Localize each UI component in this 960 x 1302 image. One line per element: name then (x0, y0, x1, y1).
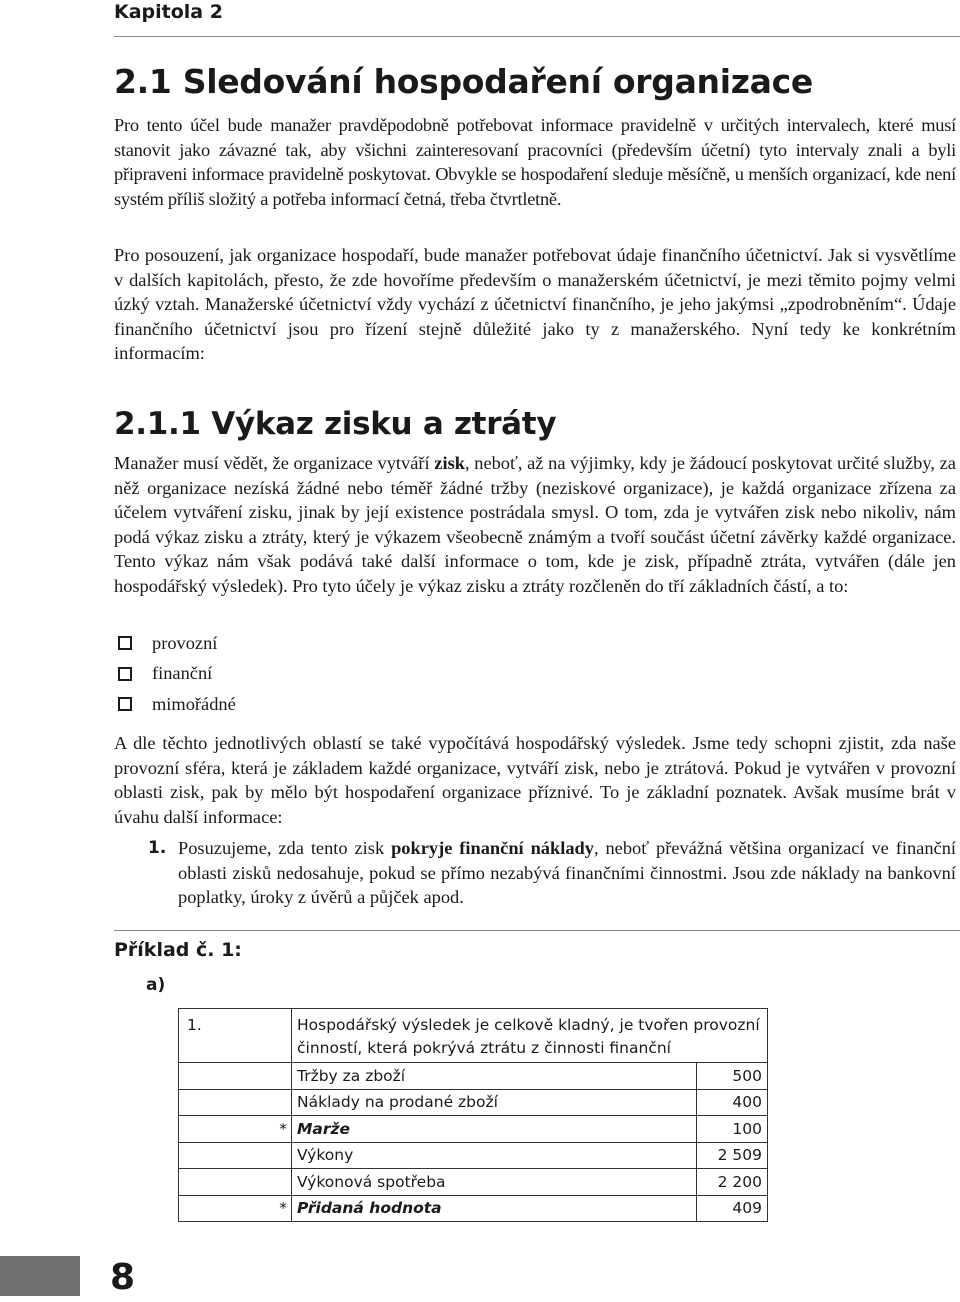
table-header-number: 1. (179, 1009, 292, 1063)
item-emphasis: pokryje finanční náklady (391, 838, 594, 858)
list-item (118, 659, 236, 690)
section-paragraph-1: Pro tento účel bude manažer pravděpodobně potřebovat informace pravidelně v určitých intervalech, které musí stanovit jako závazné tak, aby všichni zainteresovaní pracovníci (především účetní) tyto intervaly znali a byli připraveni informace pravidelně poskytovat. Obvykle se hospodaření sleduje měsíčně, u menších organizací, kde není systém příliš složitý a potřeba informací četná, třeba čtvrtletně. (114, 115, 956, 209)
list-item-label: mimořádné (152, 693, 236, 714)
subsection-paragraph-1 (114, 451, 956, 598)
example-title: Příklad č. 1: (114, 939, 242, 961)
table-cell-value: 100 (697, 1116, 768, 1143)
table-cell-label: Výkony (292, 1142, 697, 1169)
item-text-part: Posuzujeme, zda tento zisk (178, 838, 392, 858)
result-parts-list (118, 628, 236, 720)
table-cell-value: 2 509 (697, 1142, 768, 1169)
checkbox-icon (118, 697, 132, 711)
table-row (179, 1142, 768, 1169)
table-cell-label: Náklady na prodané zboží (292, 1089, 697, 1116)
emphasis-zisk: zisk (434, 453, 465, 473)
subsection-paragraph-2: A dle těchto jednotlivých oblastí se také vypočítává hospodářský výsledek. Jsme tedy schopni zjistit, zda naše provozní sféra, která je základem každé organizace, vytváří zisk, nebo je ztrátová. Pokud je vytvářen v provozní oblasti zisk, pak by mělo být hospodaření organizace příznivé. To je základní poznatek. Avšak musíme brát v úvahu další informace: (114, 733, 956, 827)
paragraph-text: , neboť, až na výjimky, kdy je žádoucí poskytovat určité služby, za něž organizace nezíská žádné nebo téměř žádné tržby (neziskové organizace), je každá organizace zřízena za účelem vytváření zisku, jinak by její existence postrádala smysl. O tom, zda je vytvářen zisk nebo nikoliv, nám podá výkaz zisku a ztráty, který je výkazem všeobecně známým a tvoří součást účetní závěrky každé organizace. Tento výkaz nám však podává také další informace o tom, kde je zisk, případně ztráta, vytvářen (dále jen hospodářský výsledek). Pro tyto účely je výkaz zisku a ztráty rozčleněn do tří základních částí, a to: (114, 453, 956, 596)
chapter-label: Kapitola 2 (114, 1, 223, 23)
list-item (118, 689, 236, 720)
page-marker-box (0, 1256, 80, 1296)
table-row (179, 1089, 768, 1116)
table-row (179, 1195, 768, 1222)
table-cell-value: 2 200 (697, 1169, 768, 1196)
list-item-label: provozní (152, 632, 218, 653)
item-text (178, 836, 956, 910)
table-cell-value: 409 (697, 1195, 768, 1222)
example-rule (114, 930, 960, 931)
table-cell-star (179, 1169, 292, 1196)
table-cell-label: Výkonová spotřeba (292, 1169, 697, 1196)
numbered-item-1 (148, 836, 956, 910)
item-text-part: , neboť převážná většina organizací ve finanční oblasti zisků nedosahuje, pokud se přímo nezabývá finančními činnostmi. Jsou zde náklady na bankovní poplatky, úroky z úvěrů a půjček apod. (178, 838, 956, 907)
table-cell-star (179, 1063, 292, 1090)
header-rule (114, 36, 960, 37)
section-title: 2.1 Sledování hospodaření organizace (114, 62, 813, 101)
example-subheading: a) (146, 975, 166, 995)
list-item-label: finanční (152, 663, 213, 684)
page-number: 8 (110, 1257, 136, 1298)
table-header-text: Hospodářský výsledek je celkově kladný, je tvořen provozní činností, která pokrývá ztrátu z činnosti finanční (292, 1009, 768, 1063)
table-cell-star: * (179, 1195, 292, 1222)
table-cell-star: * (179, 1116, 292, 1143)
checkbox-icon (118, 636, 132, 650)
result-table (178, 1008, 768, 1222)
table-cell-label: Tržby za zboží (292, 1063, 697, 1090)
section-paragraph-2: Pro posouzení, jak organizace hospodaří, bude manažer potřebovat údaje finančního účetnictví. Jak si vysvětlíme v dalších kapitolách, přesto, že zde hovoříme především o manažerském účetnictví, je mezi těmito pojmy velmi úzký vztah. Manažerské účetnictví vždy vychází z účetnictví finančního, je jeho jakýmsi „zpodrobněním“. Údaje finančního účetnictví jsou pro řízení stejně důležité jako ty z manažerského. Nyní tedy ke konkrétním informacím: (114, 245, 956, 363)
item-number: 1. (148, 838, 167, 858)
table-row (179, 1063, 768, 1090)
table-cell-star (179, 1142, 292, 1169)
paragraph-text: Manažer musí vědět, že organizace vytváří (114, 453, 435, 473)
subsection-title: 2.1.1 Výkaz zisku a ztráty (114, 406, 557, 442)
table-cell-star (179, 1089, 292, 1116)
table-cell-value: 500 (697, 1063, 768, 1090)
table-row (179, 1169, 768, 1196)
table-header-row (179, 1009, 768, 1063)
table-row (179, 1116, 768, 1143)
table-cell-label: Přidaná hodnota (292, 1195, 697, 1222)
list-item (118, 628, 236, 659)
table-cell-label: Marže (292, 1116, 697, 1143)
table-cell-value: 400 (697, 1089, 768, 1116)
checkbox-icon (118, 667, 132, 681)
